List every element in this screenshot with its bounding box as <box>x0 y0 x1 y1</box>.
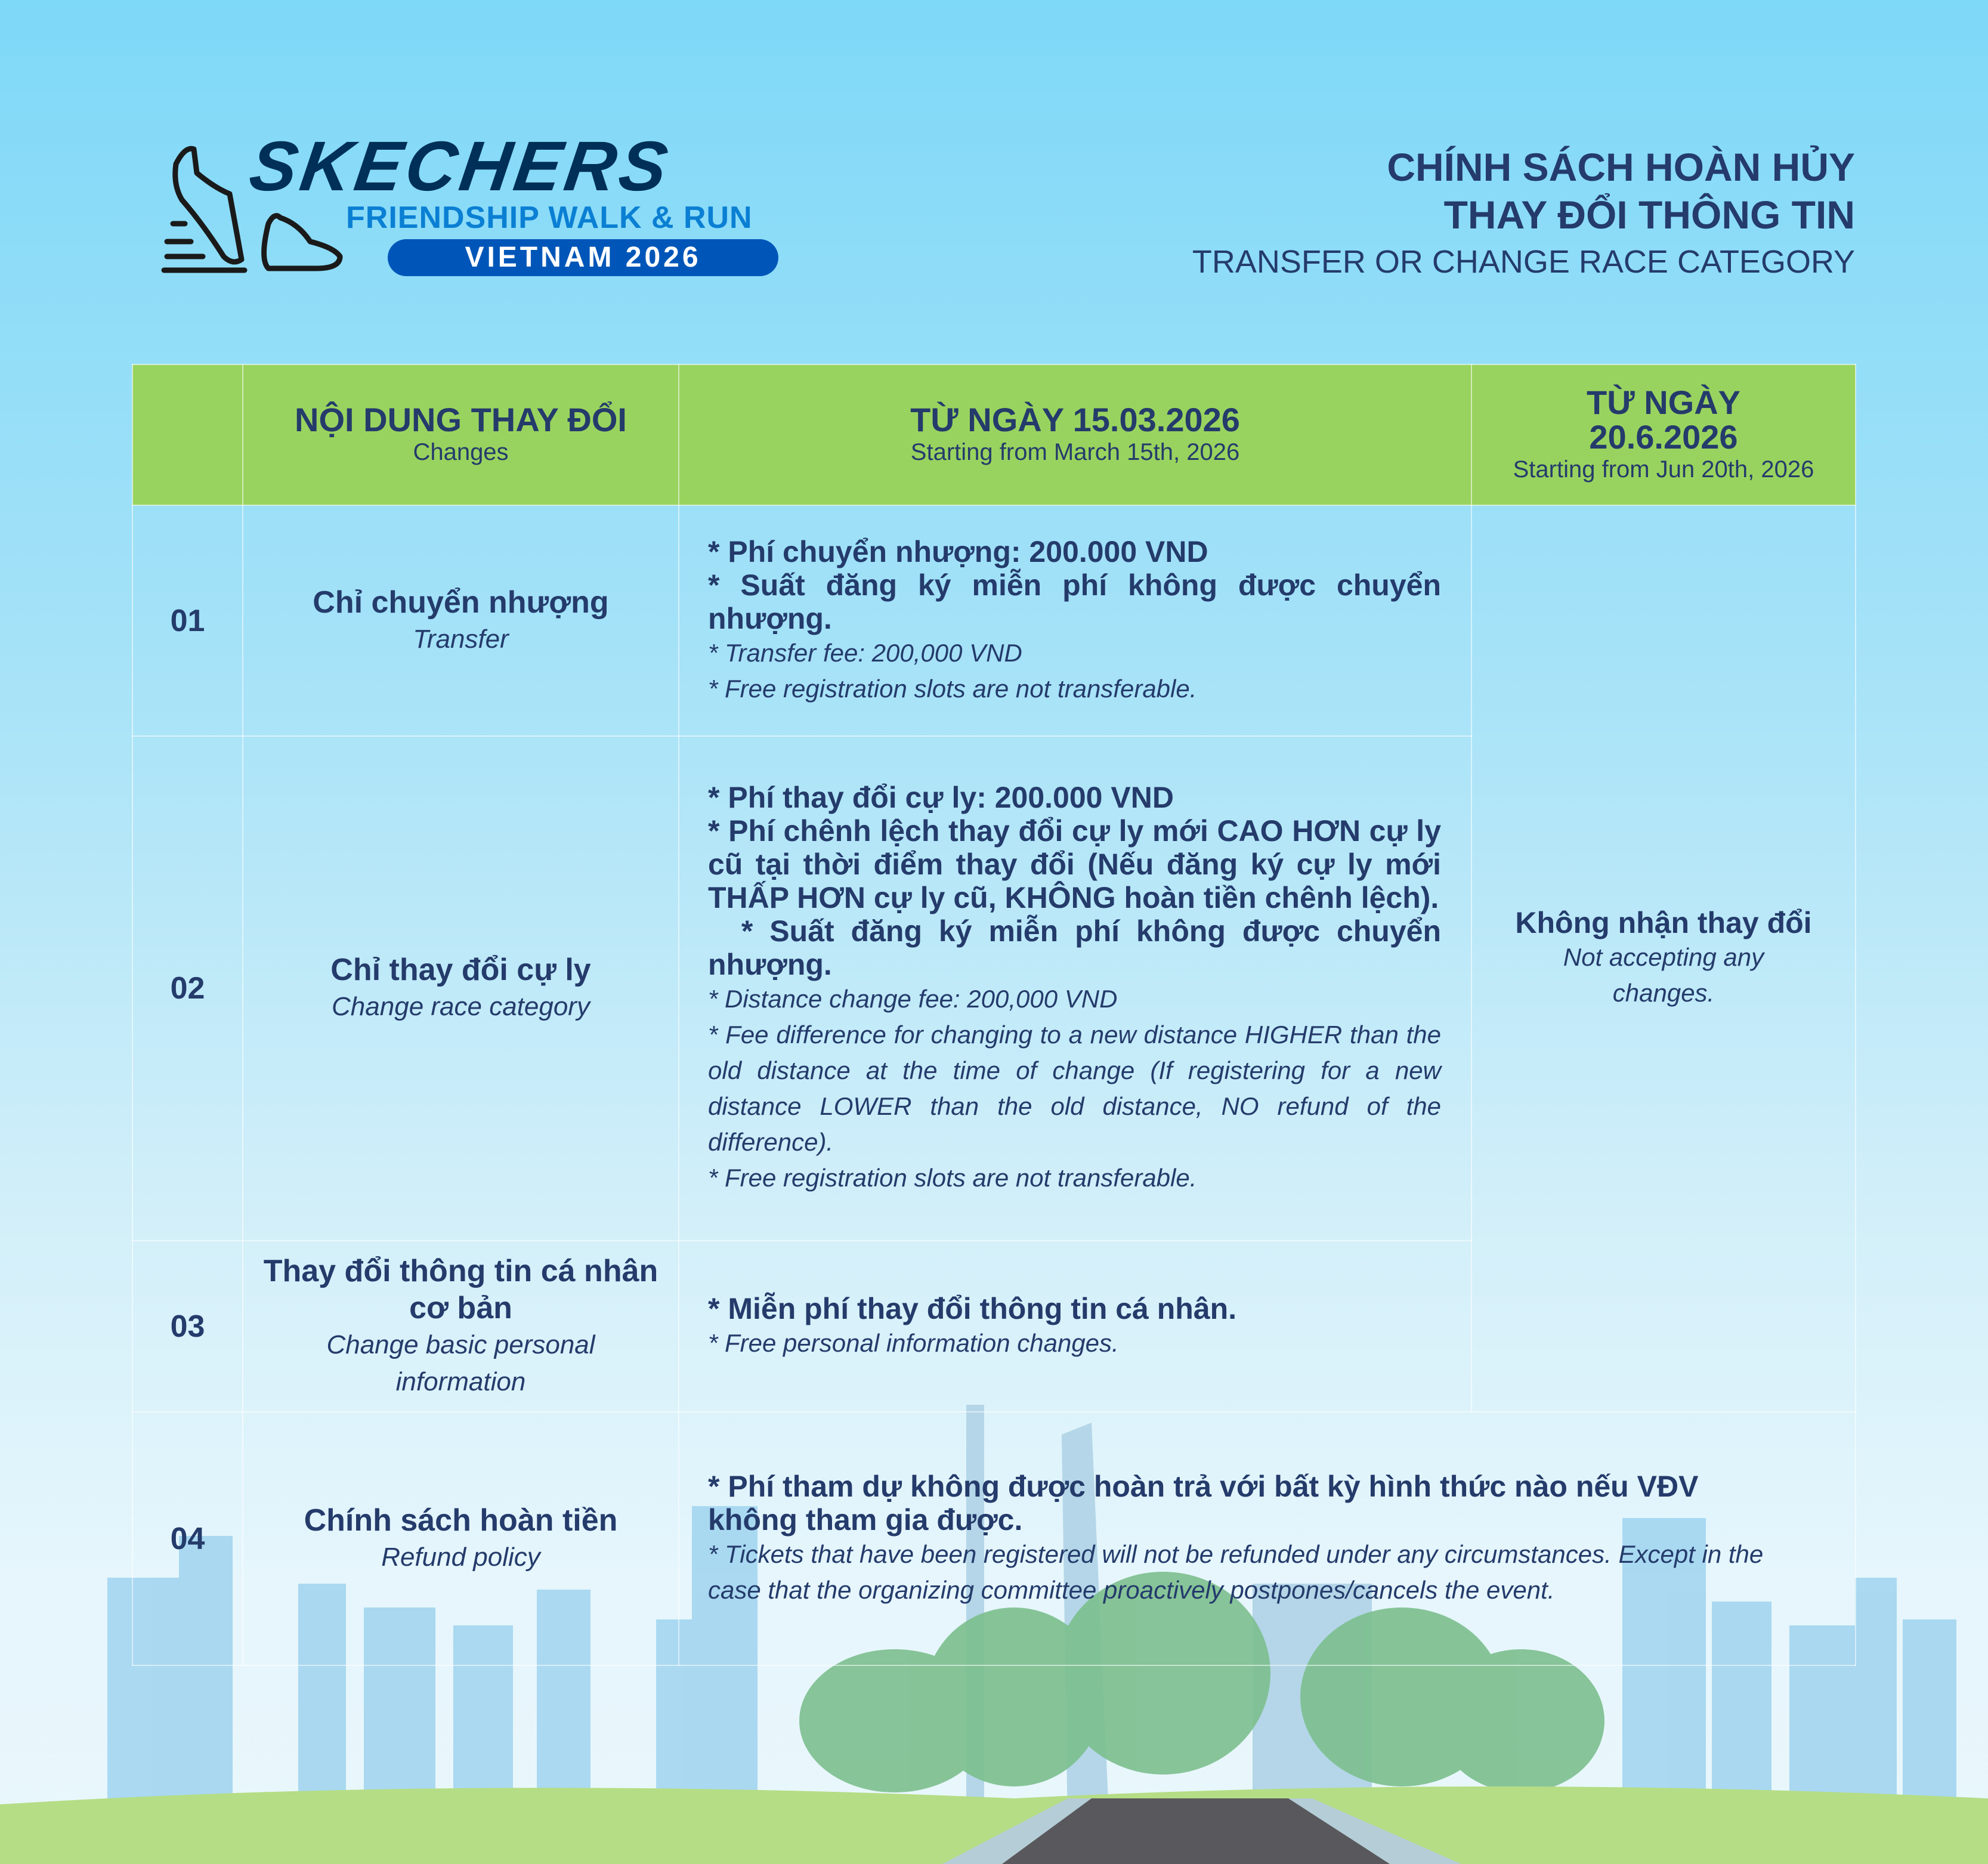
header-from-june: TỪ NGÀY 20.6.2026 Starting from Jun 20th, 2026 <box>1471 364 1856 505</box>
header-number <box>132 364 243 505</box>
row-name: Chỉ chuyển nhượng Transfer <box>243 505 679 736</box>
row-number: 03 <box>132 1241 243 1412</box>
header-from-march: TỪ NGÀY 15.03.2026 Starting from March 15th, 2026 <box>679 364 1471 505</box>
edition-badge: VIETNAM 2026 <box>388 239 778 276</box>
row-name: Chính sách hoàn tiền Refund policy <box>243 1412 679 1665</box>
table-header-row <box>132 364 1856 505</box>
row-name: Chỉ thay đổi cự ly Change race category <box>243 736 679 1241</box>
row-number: 04 <box>132 1412 243 1665</box>
row-policy: * Phí tham dự không được hoàn trả với bất kỳ hình thức nào nếu VĐV không tham gia được. * Tickets that have been registered will not be refunded under any circumstances. Except in the case that the organizing committee proactively postpones/cancels the event. <box>679 1412 1856 1665</box>
row-name: Thay đổi thông tin cá nhân cơ bản Change basic personal information <box>243 1241 679 1412</box>
table-row <box>132 1412 1856 1665</box>
title-line-2: THAY ĐỔI THÔNG TIN <box>1443 193 1855 237</box>
row-policy: * Phí chuyển nhượng: 200.000 VND * Suất đăng ký miễn phí không được chuyển nhượng. * Transfer fee: 200,000 VND * Free registration slots are not transferable. <box>679 505 1471 736</box>
policy-table <box>132 364 1856 1666</box>
row-policy: * Miễn phí thay đổi thông tin cá nhân. * Free personal information changes. <box>679 1241 1471 1412</box>
event-name: FRIENDSHIP WALK & RUN <box>346 200 753 235</box>
event-logo <box>161 127 793 283</box>
after-date-policy: Không nhận thay đổi Not accepting any changes. <box>1471 505 1856 1412</box>
page-title <box>1192 143 1855 282</box>
title-subtitle: TRANSFER OR CHANGE RACE CATEGORY <box>1192 244 1855 280</box>
brand-wordmark: SKECHERS <box>245 127 676 206</box>
title-line-1: CHÍNH SÁCH HOÀN HỦY <box>1387 145 1855 189</box>
row-policy: * Phí thay đổi cự ly: 200.000 VND * Phí chênh lệch thay đổi cự ly mới CAO HƠN cự ly cũ tại thời điểm thay đổi (Nếu đăng ký cự ly mới THẤP HƠN cự ly cũ, KHÔNG hoàn tiền chênh lệch). * Suất đăng ký miễn phí không được chuyển nhượng. * Distance change fee: 200,000 VND * Fee difference for changing to a new distance HIGHER than the old distance at the time of change (If registering for a new distance LOWER than the old distance, NO refund of the difference). * Free registration slots are not transferable. <box>679 736 1471 1241</box>
table-row <box>132 505 1856 736</box>
row-number: 02 <box>132 736 243 1241</box>
header-changes: NỘI DUNG THAY ĐỔI Changes <box>243 364 679 505</box>
row-number: 01 <box>132 505 243 736</box>
